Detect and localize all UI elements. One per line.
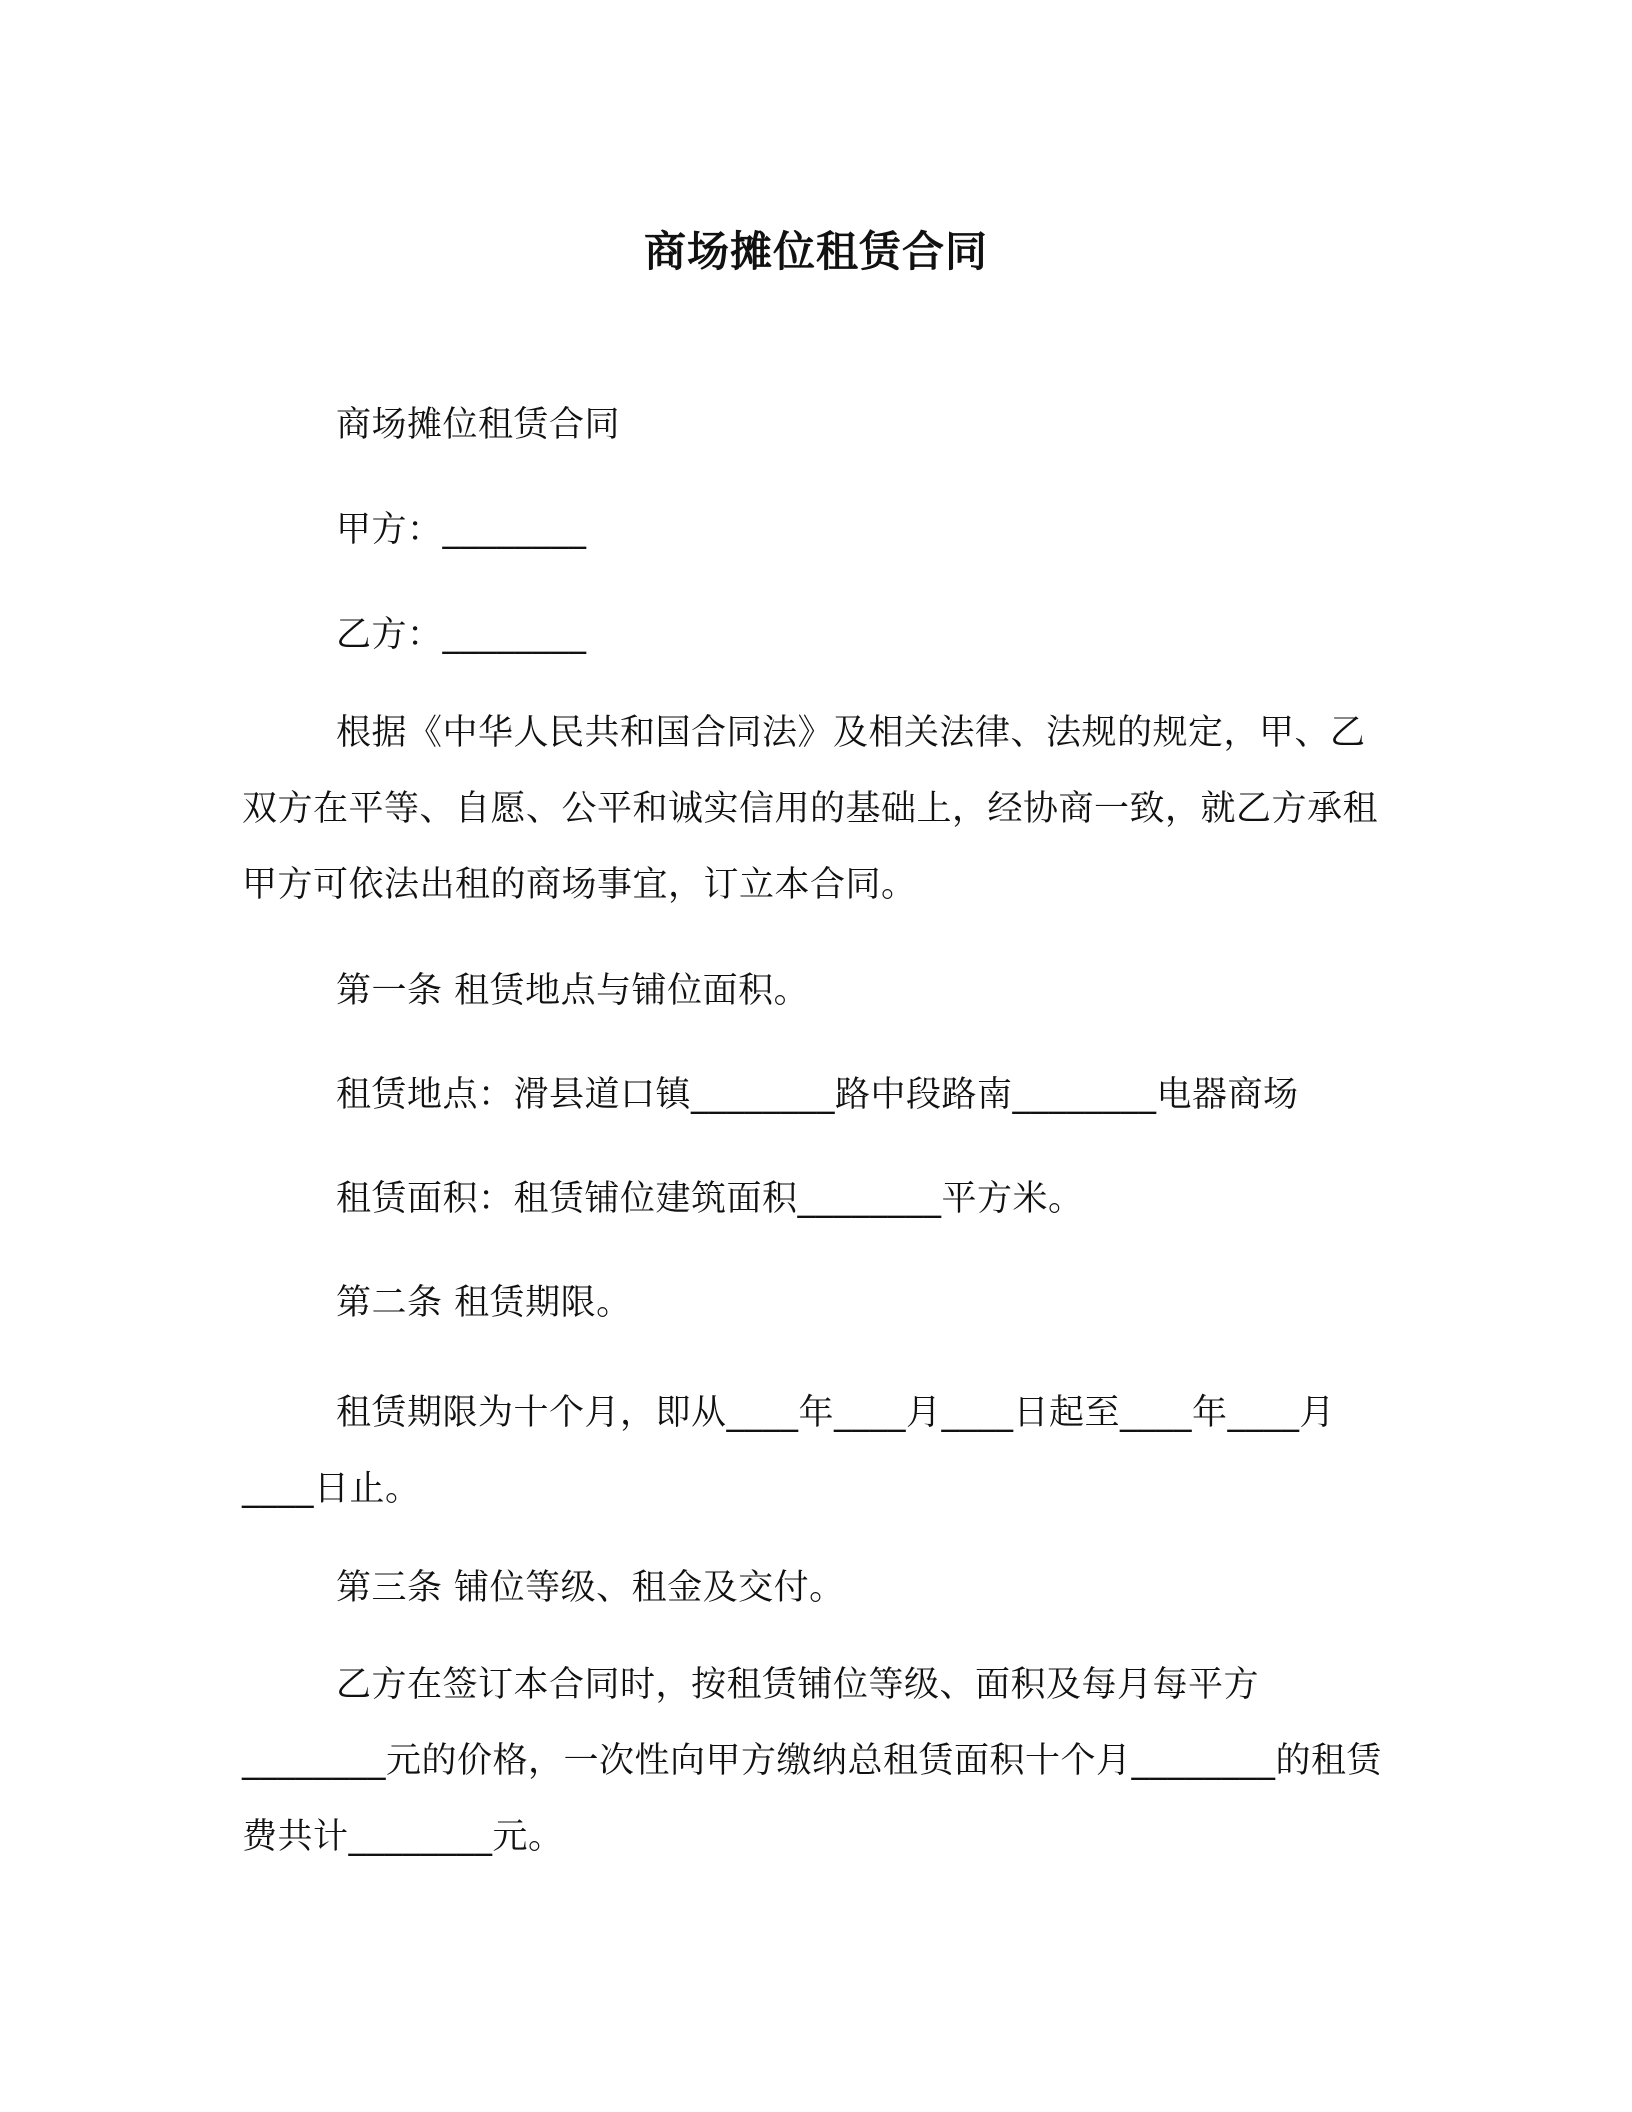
article-1-heading: 第一条 租赁地点与铺位面积。 (336, 971, 810, 1011)
article-2-heading: 第二条 租赁期限。 (336, 1283, 632, 1323)
article-3-heading: 第三条 铺位等级、租金及交付。 (336, 1568, 845, 1608)
rent-payment-paragraph: 乙方在签订本合同时，按租赁铺位等级、面积及每月每平方________元的价格，一次性向甲方缴纳总租赁面积十个月________的租赁费共计________元。 (242, 1665, 1383, 1857)
lease-term-paragraph: 租赁期限为十个月，即从____年____月____日起至____年____月____日止。 (242, 1393, 1336, 1509)
preamble-paragraph: 根据《中华人民共和国合同法》及相关法律、法规的规定，甲、乙双方在平等、自愿、公平和诚实信用的基础上，经协商一致，就乙方承租甲方可依法出租的商场事宜，订立本合同。 (242, 713, 1379, 905)
document-title: 商场摊位租赁合同 (643, 227, 988, 276)
document-subtitle: 商场摊位租赁合同 (336, 405, 621, 445)
party-a-line: 甲方：________ (336, 510, 587, 550)
party-b-line: 乙方：________ (336, 615, 587, 655)
lease-location-line: 租赁地点：滑县道口镇________路中段路南________电器商场 (336, 1075, 1299, 1115)
lease-area-line: 租赁面积：租赁铺位建筑面积________平方米。 (336, 1179, 1084, 1219)
